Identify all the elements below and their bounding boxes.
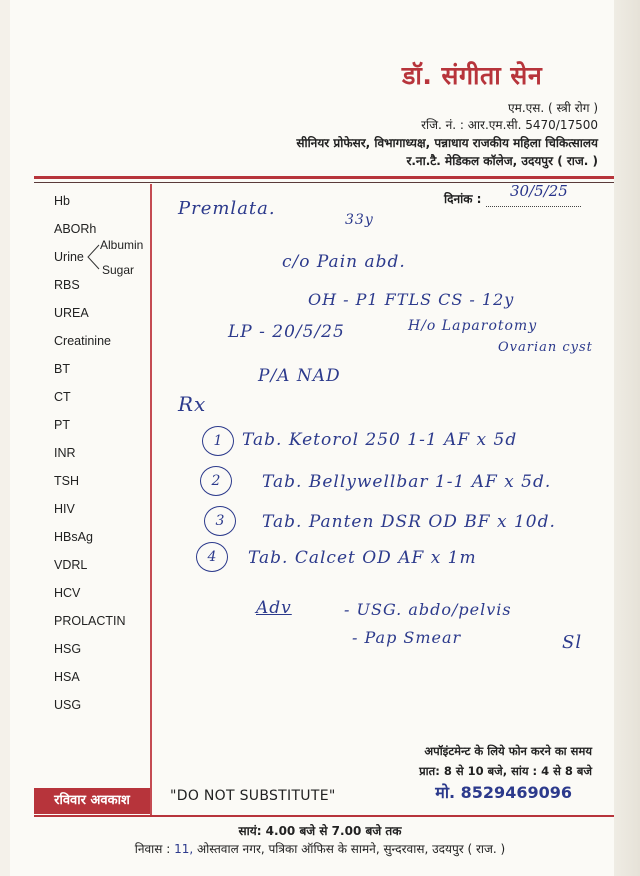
appointment-time: प्रात: 8 से 10 बजे, सांय : 4 से 8 बजे — [419, 764, 592, 778]
test-item: INR — [54, 446, 76, 460]
test-item: ABORh — [54, 222, 97, 236]
test-item: HCV — [54, 586, 81, 600]
hand-exam: P/A NAD — [258, 366, 341, 386]
hand-history-cyst: Ovarian cyst — [498, 340, 593, 355]
date-label: दिनांक : — [444, 192, 482, 206]
hand-history-surgery: H/o Laparotomy — [408, 318, 538, 334]
margin-rule — [150, 184, 152, 816]
phone-number: मो. 8529469096 — [435, 783, 572, 802]
doctor-signature: Sl — [562, 632, 583, 653]
doctor-name: डॉ. संगीता सेन — [402, 61, 543, 90]
test-item: HSG — [54, 642, 82, 656]
test-item: PROLACTIN — [54, 614, 126, 628]
test-item: Creatinine — [54, 334, 111, 348]
designation: सीनियर प्रोफेसर, विभागाध्यक्ष, पन्नाधाय राजकीय महिला चिकित्सालय — [296, 136, 598, 150]
hand-advice-pap: - Pap Smear — [352, 628, 462, 647]
test-item: BT — [54, 362, 70, 376]
registration-number: रजि. नं. : आर.एम.सी. 5470/17500 — [421, 118, 598, 132]
doctor-degree: एम.एस. ( स्त्री रोग ) — [508, 101, 598, 115]
residence-address — [0, 840, 640, 857]
rx-item-text: Tab. Ketorol 250 1-1 AF x 5d — [242, 430, 518, 450]
rx-item-number: 4 — [196, 542, 228, 572]
test-item: USG — [54, 698, 82, 712]
test-item: VDRL — [54, 558, 88, 572]
test-item: TSH — [54, 474, 79, 488]
page-edge — [614, 0, 640, 876]
rx-item-number: 2 — [200, 466, 232, 496]
test-item: HSA — [54, 670, 80, 684]
address-prefix: निवास : — [134, 842, 171, 856]
address-number: 11, — [174, 842, 194, 856]
rx-item-number: 3 — [204, 506, 236, 536]
college: र.ना.टै. मेडिकल कॉलेज, उदयपुर ( राज. ) — [406, 154, 598, 168]
test-item: CT — [54, 390, 71, 404]
address-rest: ओस्तवाल नगर, पत्रिका ऑफिस के सामने, सुन्दरवास, उदयपुर ( राज. ) — [197, 842, 506, 856]
hand-age: 33y — [345, 212, 374, 228]
rx-item-text: Tab. Panten DSR OD BF x 10d. — [262, 512, 556, 532]
rx-symbol: Rx — [178, 392, 207, 416]
hand-complaint: c/o Pain abd. — [282, 252, 406, 272]
test-item: Urine — [54, 250, 84, 264]
rx-item-number: 1 — [202, 426, 234, 456]
test-item: Sugar — [102, 263, 135, 277]
urine-brace-icon — [86, 244, 100, 270]
test-item: HIV — [54, 502, 75, 516]
test-item: HBsAg — [54, 530, 93, 544]
hand-history-obstetric: OH - P1 FTLS CS - 12y — [308, 290, 515, 309]
test-item: PT — [54, 418, 70, 432]
footer-rule — [34, 815, 614, 817]
rx-item-text: Tab. Calcet OD AF x 1m — [248, 548, 477, 568]
appointment-title: अपॉइंटमेन्ट के लिये फोन करने का समय — [424, 744, 592, 758]
date-handwritten: 30/5/25 — [510, 182, 568, 200]
test-item: RBS — [54, 278, 80, 292]
sunday-closed-badge: रविवार अवकाश — [34, 788, 150, 814]
header-rule — [34, 176, 614, 179]
hand-patient-name: Premlata. — [178, 198, 276, 219]
test-item: Hb — [54, 194, 70, 208]
hand-history-lmp: LP - 20/5/25 — [228, 322, 345, 342]
hand-advice-usg: - USG. abdo/pelvis — [344, 600, 512, 619]
hand-advice-label: Adv — [256, 598, 292, 618]
evening-hours: सायं: 4.00 बजे से 7.00 बजे तक — [238, 824, 402, 838]
do-not-substitute: "DO NOT SUBSTITUTE" — [170, 788, 336, 804]
test-item: Albumin — [100, 238, 144, 252]
test-item: UREA — [54, 306, 89, 320]
rx-item-text: Tab. Bellywellbar 1-1 AF x 5d. — [262, 472, 552, 492]
